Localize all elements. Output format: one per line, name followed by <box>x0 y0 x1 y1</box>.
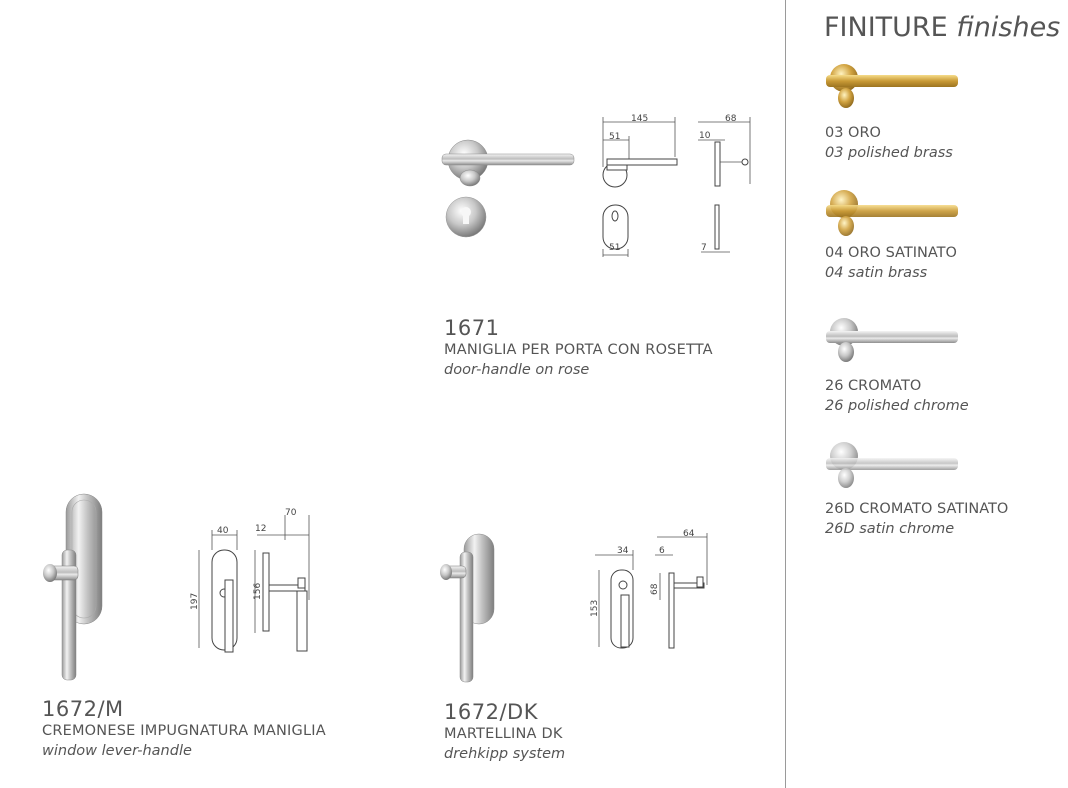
product-1671-drawing <box>595 112 760 262</box>
dim-1672dk-68: 68 <box>650 583 660 595</box>
dim-1671-10: 10 <box>699 131 711 141</box>
product-1672dk-drawing <box>585 525 715 655</box>
finish-item-26d <box>825 499 1008 539</box>
dim-1672dk-6: 6 <box>659 546 665 556</box>
product-1672dk-photo <box>438 532 503 687</box>
product-name-english: window lever-handle <box>42 743 192 759</box>
product-name-italian: MANIGLIA PER PORTA CON ROSETTA <box>444 342 713 358</box>
dim-1672m-197: 197 <box>190 592 200 610</box>
dim-1672m-40: 40 <box>217 526 229 536</box>
finish-code-english: 04 satin brass <box>825 265 928 281</box>
product-name-english: door-handle on rose <box>444 362 590 378</box>
product-1672m-photo <box>40 492 120 684</box>
finish-item-04 <box>825 243 957 283</box>
dim-1672dk-64: 64 <box>683 529 695 539</box>
product-name-english: drehkipp system <box>444 746 566 762</box>
dim-1672dk-153: 153 <box>590 599 600 617</box>
finish-swatch-03-oro <box>824 62 960 112</box>
product-name-italian: CREMONESE IMPUGNATURA MANIGLIA <box>42 723 326 739</box>
dim-1672m-70: 70 <box>285 508 297 518</box>
finishes-title <box>824 12 1060 43</box>
dim-1671-rose-51: 51 <box>609 243 621 253</box>
finish-code-italian: 26 CROMATO <box>825 378 922 394</box>
finish-swatch-26d-cromato-satinato <box>824 440 960 490</box>
product-1671-info <box>444 316 713 380</box>
product-code: 1671 <box>444 316 500 340</box>
finishes-title-english: finishes <box>956 12 1061 43</box>
product-1672m-info <box>42 697 326 761</box>
finish-item-26 <box>825 376 969 416</box>
finish-code-italian: 26D CROMATO SATINATO <box>825 501 1009 517</box>
vertical-divider <box>785 0 786 788</box>
finish-code-english: 26 polished chrome <box>825 398 969 414</box>
finish-swatch-04-oro-satinato <box>824 188 960 238</box>
finish-swatch-26-cromato <box>824 316 960 366</box>
dim-1671-7: 7 <box>701 243 707 253</box>
product-1672dk-info <box>444 700 565 764</box>
product-code: 1672/DK <box>444 700 538 724</box>
finish-code-italian: 04 ORO SATINATO <box>825 245 957 261</box>
finish-code-english: 03 polished brass <box>825 145 953 161</box>
dim-1672dk-34: 34 <box>617 546 629 556</box>
finish-item-03 <box>825 123 953 163</box>
dim-1671-51: 51 <box>609 132 621 142</box>
dim-1671-145: 145 <box>631 114 649 124</box>
dim-1672m-12: 12 <box>255 524 267 534</box>
finish-code-italian: 03 ORO <box>825 125 881 141</box>
finishes-title-italian: FINITURE <box>824 12 948 43</box>
product-code: 1672/M <box>42 697 124 721</box>
product-name-italian: MARTELLINA DK <box>444 726 563 742</box>
product-1672m-drawing <box>185 505 320 660</box>
dim-1671-68: 68 <box>725 114 737 124</box>
product-1671-photo <box>440 138 580 263</box>
finish-code-english: 26D satin chrome <box>825 521 955 537</box>
dim-1672m-156: 156 <box>253 582 263 600</box>
